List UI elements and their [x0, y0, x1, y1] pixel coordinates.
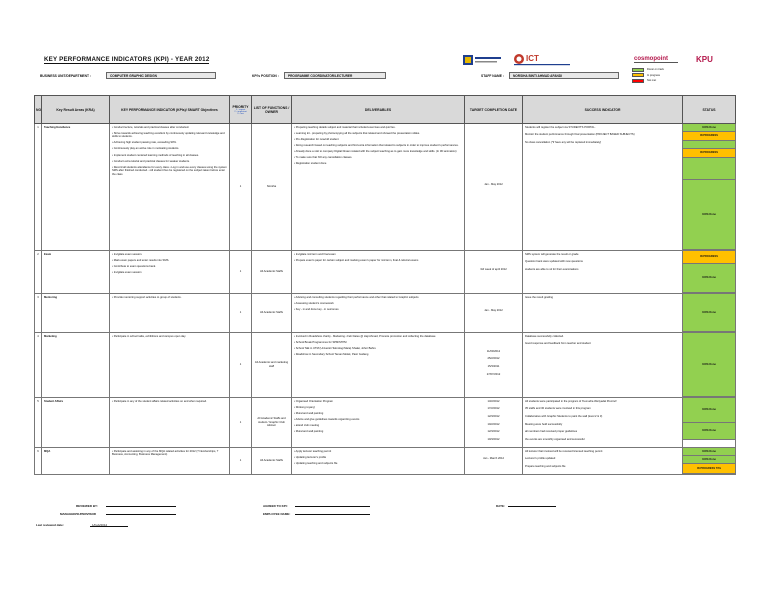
owner-cell: [252, 124, 292, 251]
success-cell: [523, 251, 683, 294]
kpi-item: • Achieving high student passing rate, exceeding 90%.: [112, 141, 227, 145]
col-no: NO: [35, 96, 42, 124]
date-line[interactable]: [508, 503, 556, 507]
deliverable-item: • attend club meeting: [294, 424, 462, 428]
priority-cell: [230, 398, 252, 448]
status-badge: 100% Done: [683, 423, 735, 440]
deliverable-item: • Organised Orientation Program: [294, 400, 462, 404]
row-number: 3: [37, 295, 39, 299]
col-priority-label: PRIORITY: [232, 104, 249, 109]
status-badge: 100% Done: [683, 398, 735, 423]
target-date: Jan - March 2012: [483, 457, 504, 461]
owner-text: All Academic and marketing staff: [254, 361, 289, 368]
status-legend: [632, 67, 722, 84]
target-date: 27/07/2012: [486, 372, 501, 376]
legend-item: [632, 67, 722, 72]
kpi-table: [34, 95, 736, 475]
legend-swatch-green: [632, 68, 644, 72]
kpi-item: • Contribute to exam questions bank.: [112, 265, 227, 269]
target-date: 12/3/2012: [487, 414, 500, 418]
deliverable-item: • Dinkong reyang': [294, 406, 462, 410]
priority-cell: [230, 448, 252, 475]
status-cell: [683, 398, 736, 448]
deliverable-item: • Registration student done: [294, 162, 462, 166]
success-item: Good response and feedback from teacher and student: [525, 342, 591, 346]
success-item: 35 staffs and 30 students were involved in this program: [525, 407, 591, 411]
university-logo: [462, 52, 502, 68]
kpi-item: • Participate in any of the student affairs related activities on and when required.: [112, 400, 227, 404]
target-date: 11/03/2012: [486, 349, 501, 353]
success-item: All students were participated in the program of 'Kemudra Weriyadal Precinct': [525, 399, 617, 403]
cosmopoint-logo: [632, 52, 682, 68]
deliverable-item: • Mural and wall painting: [294, 412, 462, 416]
deliverable-item: • Advice and give guidelines towards organizing events: [294, 418, 462, 422]
status-cell: [683, 124, 736, 251]
success-cell: [523, 398, 683, 448]
deliverable-item: • Already done a visit to company Digital Dream related with the subject teaching as to gain more knowledge and skills. (In 3D animation): [294, 150, 462, 154]
last-reviewed-line: [90, 523, 128, 527]
target-date: 13/2/2012: [487, 399, 500, 403]
manager-signature-line[interactable]: [106, 511, 176, 515]
success-item: All lecturer that involved will be received licensed teaching permit: [525, 449, 603, 453]
target-date: Jan - May 2012: [484, 309, 503, 313]
kpi-item: • Conduct extra tutorial and practical classes for weaker students.: [112, 160, 227, 164]
success-item: Monitor the student performance through final presentation (PROJECT BASED SUBJECTS): [525, 133, 635, 137]
kpi-table-body: [35, 124, 736, 475]
kpi-item: • Record all students attendance for every class • Log in and use every classes using the system SMS after finished conducted. • All student thus be registered on the subject taken before enter the class: [112, 166, 227, 177]
row-number-cell: [35, 398, 42, 448]
success-cell: [523, 294, 683, 333]
success-item: the events are smoothly organised and successful: [525, 438, 585, 442]
owner-text: All Academic Staffs and student / Graphic Club Advisor: [257, 417, 286, 428]
legend-item: [632, 73, 722, 78]
success-item: Issue the result grading: [525, 295, 553, 299]
priority-value: 1: [239, 459, 242, 463]
row-number: 4: [37, 334, 39, 338]
kpi-item: • Conduct lecture, tutorials and practical classes after conducted.: [112, 126, 227, 130]
status-badge: [683, 141, 735, 149]
status-badge: 100% Done: [683, 456, 735, 464]
date-cell: [465, 251, 523, 294]
kra-text: MQA: [44, 449, 51, 453]
success-item: Students will register the subject via STUDENT'S PORTAL.: [525, 125, 596, 129]
priority-cell: [230, 124, 252, 251]
target-date: 12/3/2012: [487, 430, 500, 434]
target-date: Jan - May 2012: [484, 183, 503, 187]
kpi-cell: [110, 398, 230, 448]
success-cell: [523, 333, 683, 398]
page-title: KEY PERFORMANCE INDICATORS (KPI) - YEAR 2012: [44, 56, 210, 63]
success-item: Database successfully collected.: [525, 334, 564, 338]
status-badge: 100% Done: [683, 264, 735, 293]
row-number-cell: [35, 124, 42, 251]
success-item: Prepare teaching and subjects file: [525, 465, 566, 469]
deliverable-item: • Apply lecturer teaching permit: [294, 450, 462, 454]
date-label: DATE:: [496, 504, 505, 508]
col-deliverables: DELIVERABLES: [292, 96, 465, 124]
date-cell: [465, 448, 523, 475]
priority-cell: [230, 294, 252, 333]
kpi-item: • Participate in school talks, exhibitions and campus open day.: [112, 335, 227, 339]
target-date: 10/2/2012: [487, 422, 500, 426]
kpi-item: • Continuously play an active role in motivating students.: [112, 147, 227, 151]
success-item: students are able to sit for their examinations: [525, 267, 579, 271]
manager-label: MANAGER/SUPERVISOR: [60, 512, 96, 516]
col-functions: LIST OF FUNCTIONS / OWNER: [252, 96, 292, 124]
target-date: 17/2/2012: [487, 407, 500, 411]
kpi-position-field[interactable]: PROGRAMME COORDINATOR/LECTURER: [284, 72, 386, 79]
owner-text: All Academic Staffs: [260, 270, 283, 274]
deliverable-item: • Updating lecturer's profile: [294, 456, 462, 460]
staff-name-field[interactable]: NORSIHA BINTI AHMAD AFANDI: [509, 72, 619, 79]
legend-label: Done/ on track: [647, 68, 664, 71]
last-reviewed-value: 1/Feb/2012: [92, 523, 108, 527]
success-item: SMS system will generate the result or grade: [525, 252, 579, 256]
target-date: 25/2/2012: [487, 357, 500, 361]
kpi-position-label: KPI's POSITION :: [252, 74, 279, 78]
owner-cell: [252, 251, 292, 294]
status-badge: 100% Done: [683, 294, 735, 332]
deliverable-item: • Roadshow in Secondary School Taman Molek, Pasir Gudang: [294, 353, 462, 357]
kpi-item: • Mark exam papers and enter results into SMS.: [112, 259, 227, 263]
table-row: [35, 448, 736, 475]
kpi-item: • Invigilate exam session.: [112, 253, 227, 257]
status-badge: IN PROGRESS: [683, 149, 735, 158]
reviewed-by-signature-line[interactable]: [106, 503, 176, 507]
kra-text: Student Affairs: [44, 399, 64, 403]
success-item: Collaborative with Graphic Students to paint the wall (level 2 & 3): [525, 414, 603, 418]
legend-label: In progress: [647, 73, 660, 77]
table-row: [35, 398, 736, 448]
col-priority: [230, 96, 252, 124]
status-cell: [683, 333, 736, 398]
priority-value: 1: [239, 270, 242, 274]
deliverable-item: • To make sure that NO any cancellation classes.: [294, 156, 462, 160]
deliverable-item: • Updating teaching and subjects file: [294, 462, 462, 466]
kpi-cell: [110, 333, 230, 398]
kpi-cell: [110, 124, 230, 251]
deliverables-cell: [292, 251, 465, 294]
priority-value: 1: [239, 420, 242, 424]
owner-cell: [252, 294, 292, 333]
deliverable-item: • Key - in and done key - in outcomes: [294, 308, 462, 312]
owner-cell: [252, 448, 292, 475]
deliverables-cell: [292, 448, 465, 475]
table-row: [35, 124, 736, 251]
kra-cell: [42, 398, 110, 448]
table-row: [35, 251, 736, 294]
kra-text: Mentoring: [44, 295, 57, 299]
status-cell: [683, 251, 736, 294]
priority-value: 1: [239, 363, 242, 367]
kra-cell: [42, 251, 110, 294]
deliverable-item: • Pre-Registration for new/old student: [294, 138, 462, 142]
row-number-cell: [35, 448, 42, 475]
col-kpi: KEY PERFORMANCE INDICATOR (KPIs)/ SMART Objectives: [110, 96, 230, 124]
status-badge: 100% Done: [683, 448, 735, 456]
deliverable-item: • Assessing student's coursework: [294, 302, 462, 306]
priority-cell: [230, 333, 252, 398]
status-badge: 100% Done: [683, 180, 735, 250]
business-unit-label: BUSINESS UNIT/DEPARTMENT :: [40, 74, 92, 78]
success-item: Lecturer's profile updated: [525, 457, 556, 461]
owner-cell: [252, 333, 292, 398]
business-unit-field[interactable]: COMPUTER GRAPHIC DESIGN: [106, 72, 216, 79]
deliverables-cell: [292, 333, 465, 398]
status-badge: IN PROGRESS: [683, 251, 735, 264]
priority-level: 2 - important: [234, 110, 247, 113]
last-reviewed-label: Last reviewed date:: [36, 523, 64, 527]
table-header-row: [35, 96, 736, 124]
col-kra: Key Result Areas (KRA): [42, 96, 110, 124]
deliverable-item: • Doing research based on teaching subjects and find extra information that related to subjects in order to improve student's performances.: [294, 144, 462, 148]
owner-text: All Academic Staffs: [260, 459, 283, 463]
legend-item: [632, 78, 722, 83]
kra-text: Teaching Excellence: [44, 125, 71, 129]
kpi-item: • Invigilate exam session: [112, 271, 227, 275]
deliverable-item: • School Break Programmes for SPM/STPM: [294, 341, 462, 345]
kra-cell: [42, 448, 110, 475]
deliverables-cell: [292, 124, 465, 251]
row-number-cell: [35, 333, 42, 398]
deliverable-item: • Mural and wall painting: [294, 430, 462, 434]
deliverable-item: • Advising and consulting students regarding their performance and other that related to Graphic subjects: [294, 296, 462, 300]
deliverable-item: • School Talk in UTM (Universiti Teknologi Mara) Shalat, Johor Bahru: [294, 347, 462, 351]
kra-text: Marketing: [44, 334, 57, 338]
target-date: 10/3/2012: [487, 438, 500, 442]
employee-name-line[interactable]: [295, 511, 370, 515]
status-cell: [683, 294, 736, 333]
ict-logo: [512, 52, 572, 68]
col-status: STATUS: [683, 96, 736, 124]
kpu-logo-text: KPU: [696, 55, 713, 64]
priority-value: 1: [239, 185, 242, 189]
kra-cell: [42, 124, 110, 251]
status-badge: 100% Done: [683, 124, 735, 132]
owner-cell: [252, 398, 292, 448]
deliverable-item: • Involved in Roadshow charity - Marketing • Feb Dates @ Haji Ahmad, Promote promotion and collecting the database: [294, 335, 462, 339]
date-cell: [465, 333, 523, 398]
row-number: 2: [37, 252, 39, 256]
cosmopoint-logo-text: cosmopoint: [634, 56, 668, 62]
row-number: 5: [37, 399, 39, 403]
priority-cell: [230, 251, 252, 294]
success-item: Meeting were held successfully: [525, 422, 563, 426]
kra-cell: [42, 333, 110, 398]
priority-value: 1: [239, 311, 242, 315]
date-cell: [465, 124, 523, 251]
kpi-item: • Implement student centered learning methods of teaching in all classes.: [112, 154, 227, 158]
kpi-item: • Provide mentoring support activities to group of students.: [112, 296, 227, 300]
date-cell: [465, 294, 523, 333]
priority-level: 1 - urgent: [235, 108, 246, 111]
success-item: No class cancellation (*if have any will be replaced immediately): [525, 140, 602, 144]
ict-logo-text: ICT: [526, 54, 539, 63]
status-badge: IN PROGRESS: [683, 132, 735, 141]
status-badge: [683, 158, 735, 180]
status-badge: 100% Done: [683, 333, 735, 397]
legend-swatch-amber: [632, 73, 644, 77]
status-badge: IN PROGRESS 70%: [683, 464, 735, 474]
kpi-item: • Strive towards achieving teaching excellent by continuously updating relevant knowledge and skills to students.: [112, 132, 227, 139]
kpi-item: • Participate and assisting in any of the MQA related activities for 2012 (? Nemberships, ? Business, Accounting, Business Management): [112, 450, 227, 457]
status-cell: [683, 448, 736, 475]
row-number-cell: [35, 294, 42, 333]
kra-text: Exam: [44, 252, 52, 256]
table-row: [35, 333, 736, 398]
agreed-kpi-label: AGREED TO KPI:: [263, 504, 288, 508]
deliverable-item: • Learning kit - preparing by photocopying all the subjects that related and showed the presentation slides.: [294, 132, 462, 136]
deliverable-item: • Preparing teaching details subject and material that included exercises and quizzes.: [294, 126, 462, 130]
kpi-cell: [110, 448, 230, 475]
owner-text: Norsiha: [266, 185, 277, 189]
owner-text: All Academic Staffs: [260, 311, 283, 315]
date-cell: [465, 398, 523, 448]
deliverables-cell: [292, 294, 465, 333]
kra-cell: [42, 294, 110, 333]
reviewed-by-label: REVIEWED BY:: [76, 504, 98, 508]
kpu-logo: [694, 52, 722, 68]
row-number: 1: [37, 125, 39, 129]
employee-name-label: EMPLOYEE NAME:: [263, 512, 291, 516]
staff-name-label: STAFF NAME :: [481, 74, 505, 78]
target-date: 15/3/2011: [487, 365, 500, 368]
row-number-cell: [35, 251, 42, 294]
deliverable-item: • Prepare exam's paper for certain subject and marking exam's paper for mid term, final & referral exams: [294, 259, 462, 263]
success-cell: [523, 124, 683, 251]
deliverable-item: • Invigilate mid term and final exam: [294, 253, 462, 257]
col-success: SUCCESS INDICATOR: [523, 96, 683, 124]
success-item: Question bank were updated with new questions: [525, 260, 583, 264]
row-number: 6: [37, 449, 39, 453]
priority-level: 3 - low: [237, 112, 244, 115]
table-row: [35, 294, 736, 333]
legend-swatch-red: [632, 79, 644, 83]
success-cell: [523, 448, 683, 475]
col-date: TARGET COMPLETION DATE: [465, 96, 523, 124]
legend-label: Not met: [647, 79, 657, 82]
agreed-kpi-signature-line[interactable]: [295, 503, 370, 507]
kpi-cell: [110, 294, 230, 333]
kpi-cell: [110, 251, 230, 294]
success-item: all members had received proper guidelines: [525, 430, 578, 434]
target-date: 3rd week of april 2012: [480, 268, 507, 272]
deliverables-cell: [292, 398, 465, 448]
